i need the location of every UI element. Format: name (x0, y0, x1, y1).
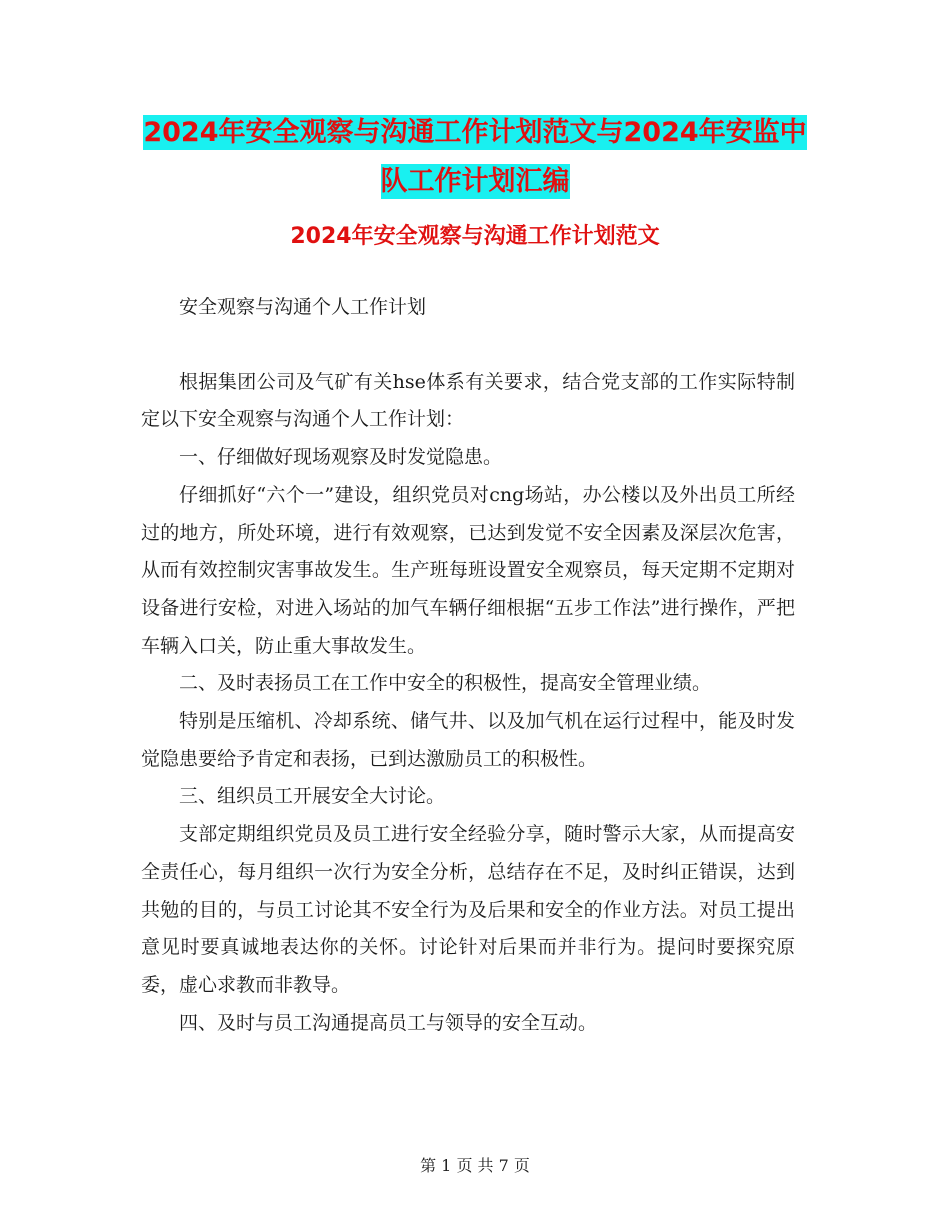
paragraph: 四、及时与员工沟通提高员工与领导的安全互动。 (179, 1011, 598, 1034)
document-title (140, 108, 810, 206)
paragraph: 特别是压缩机、冷却系统、储气井、以及加气机在运行过程中，能及时发觉隐患要给予肯定和表扬，已到达激励员工的积极性。 (141, 710, 795, 770)
paragraph: 根据集团公司及气矿有关hse体系有关要求，结合党支部的工作实际特制定以下安全观察与沟通个人工作计划： (141, 370, 795, 431)
paragraph: 二、及时表扬员工在工作中安全的积极性，提高安全管理业绩。 (179, 672, 712, 695)
paragraph: 仔细抓好“六个一”建设，组织党员对cng场站，办公楼以及外出员工所经过的地方，所处环境，进行有效观察，已达到发觉不安全因素及深层次危害，从而有效控制灾害事故发生。生产班每班设置安全观察员，每天定期不定期对设备进行安检，对进入场站的加气车辆仔细根据“五步工作法”进行操作，严把车辆入口关，防止重大事故发生。 (141, 483, 795, 657)
page-footer (0, 1153, 950, 1176)
document-title-text: 2024年安全观察与沟通工作计划范文与2024年安监中队工作计划汇编 (143, 117, 807, 197)
paragraph: 三、组织员工开展安全大讨论。 (179, 785, 446, 808)
paragraph: 支部定期组织党员及员工进行安全经验分享，随时警示大家，从而提高安全责任心，每月组织一次行为安全分析，总结存在不足，及时纠正错误，达到共勉的目的，与员工讨论其不安全行为及后果和安全的作业方法。对员工提出意见时要真诚地表达你的关怀。讨论针对后果而并非行为。提问时要探究原委，虚心求教而非教导。 (141, 823, 795, 996)
section-title: 2024年安全观察与沟通工作计划范文 (290, 224, 660, 249)
page-number: 第 1 页 共 7 页 (420, 1156, 530, 1175)
paragraph: 安全观察与沟通个人工作计划 (179, 296, 427, 318)
paragraph: 一、仔细做好现场观察及时发觉隐患。 (179, 446, 503, 469)
document-body (141, 289, 795, 1042)
